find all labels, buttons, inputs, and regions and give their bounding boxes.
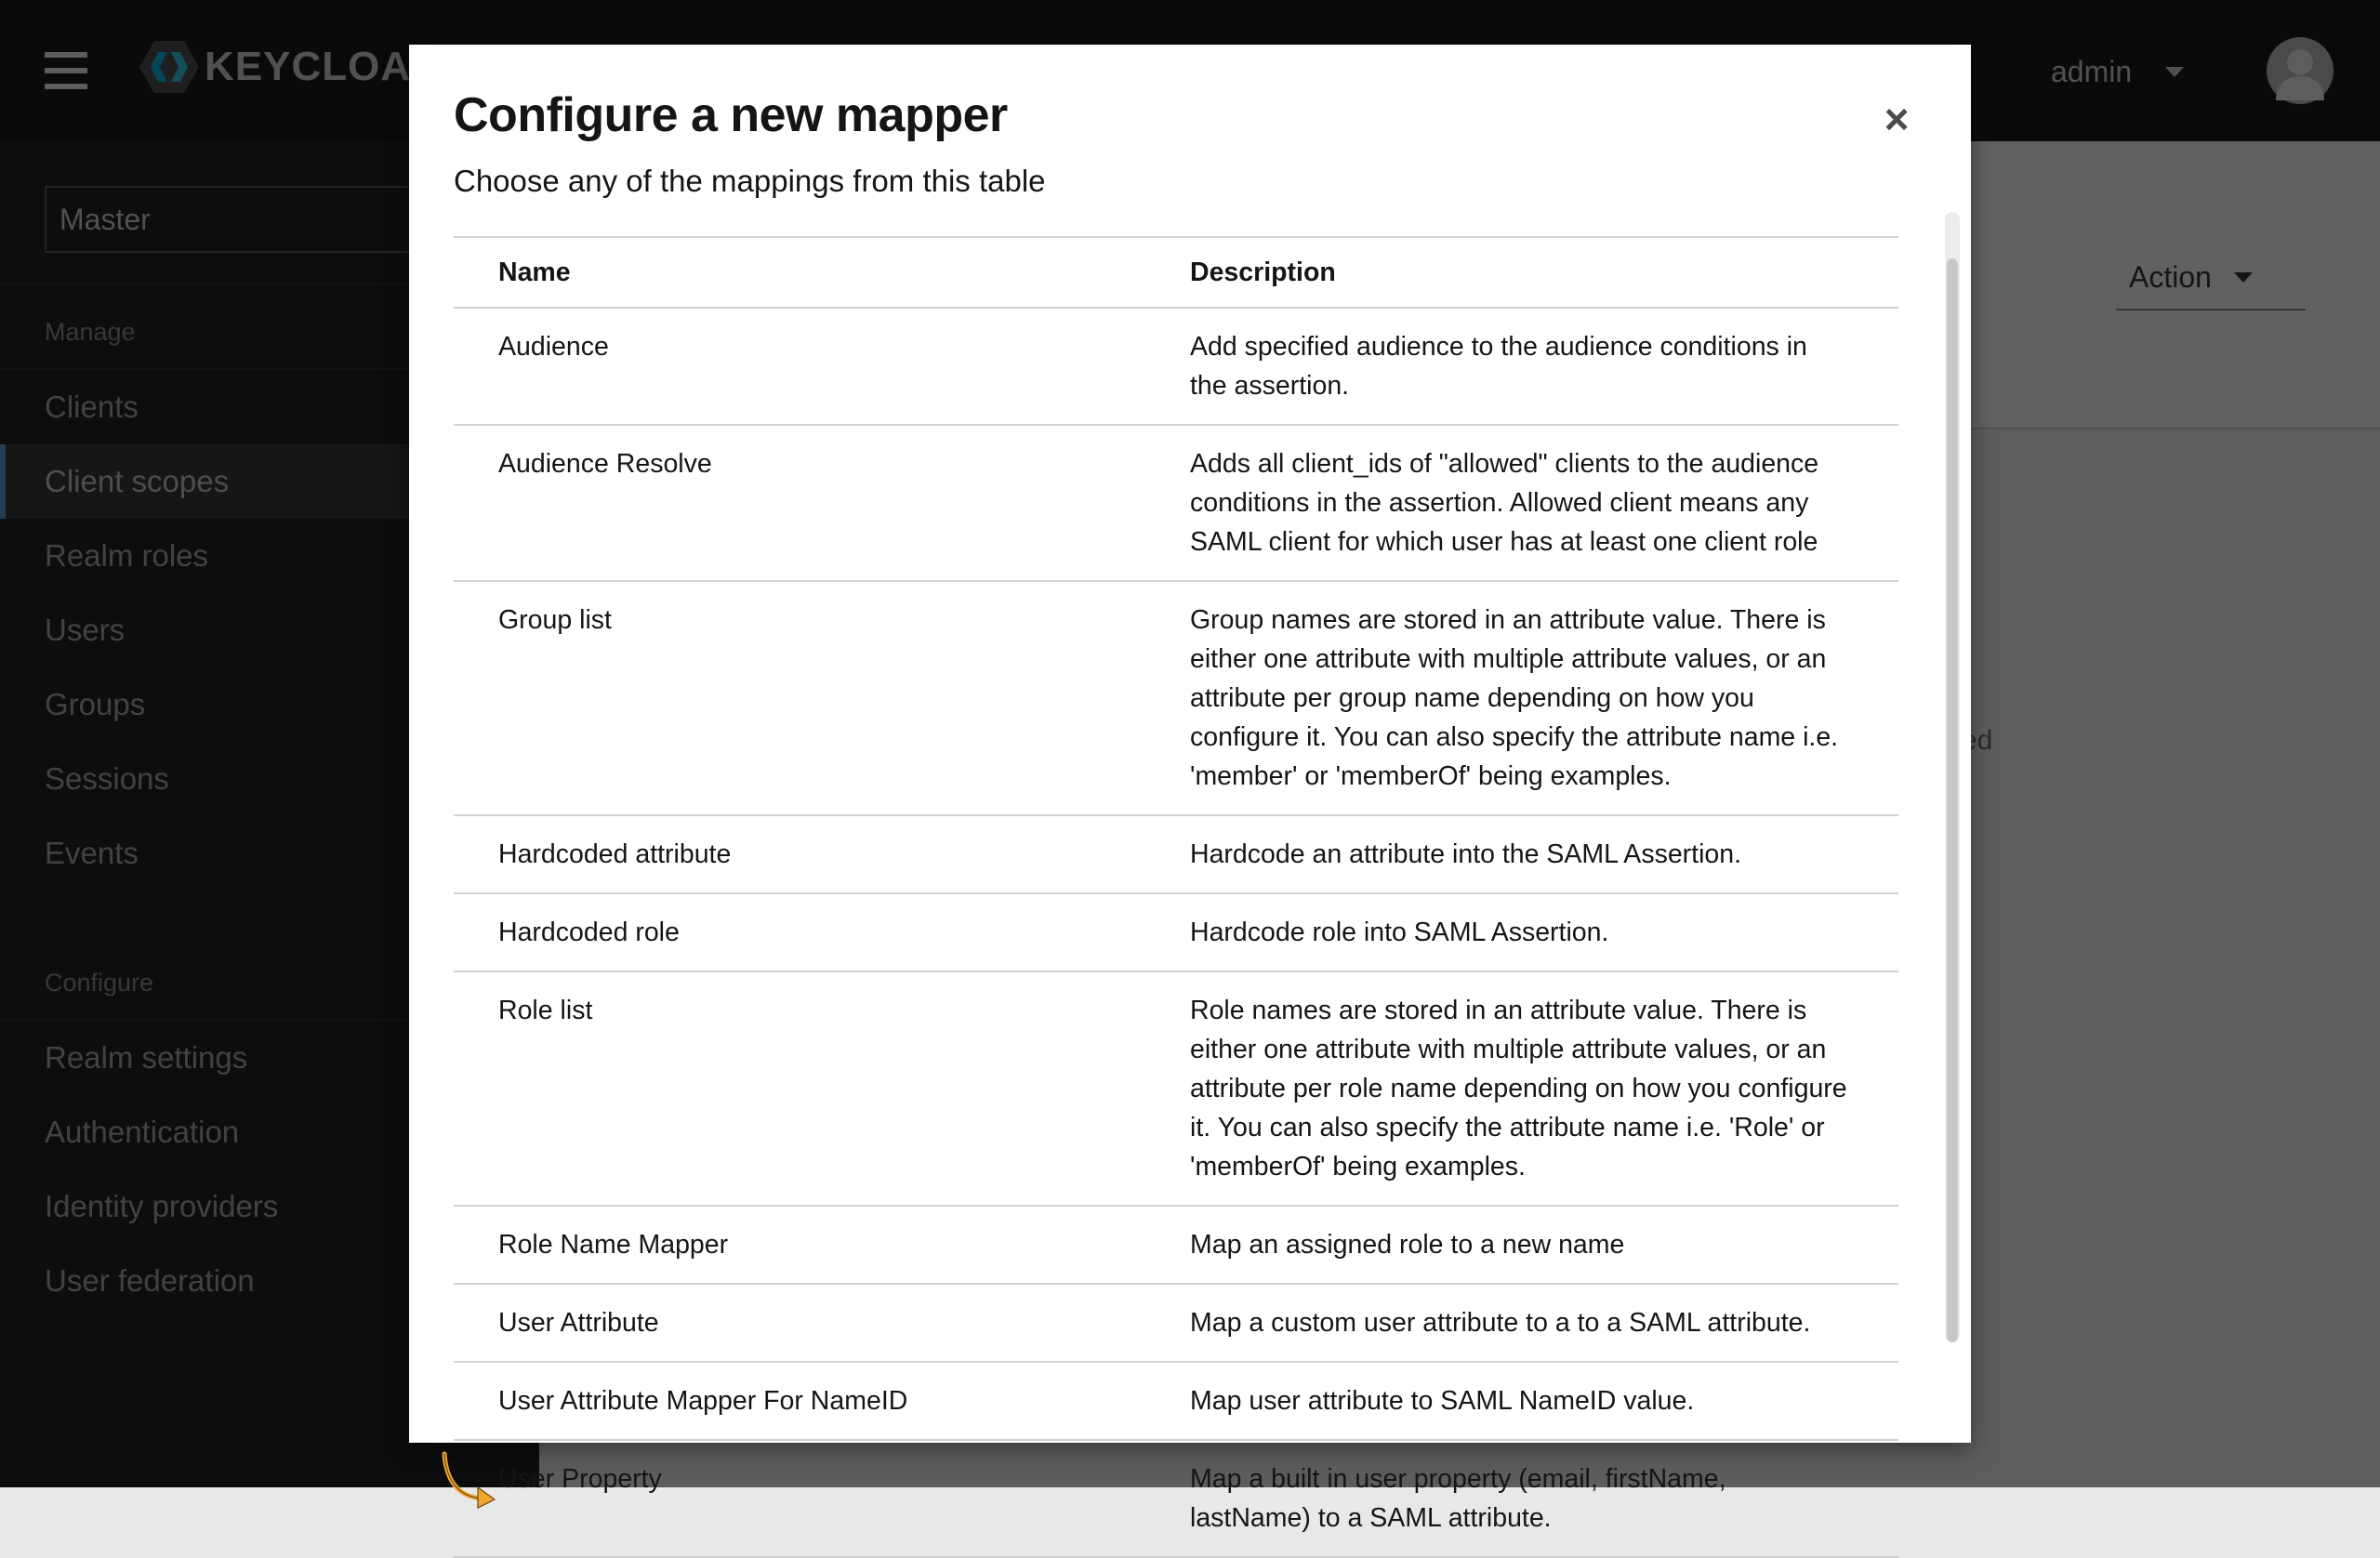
table-row[interactable]: [454, 971, 1898, 1206]
table-row[interactable]: [454, 815, 1898, 893]
table-row[interactable]: [454, 1206, 1898, 1284]
mapper-name[interactable]: Audience: [454, 308, 1190, 425]
mapper-name[interactable]: Role Name Mapper: [454, 1206, 1190, 1284]
configure-mapper-modal: [409, 45, 1971, 1533]
mapper-description: Group names are stored in an attribute value. There is either one attribute with multiple attribute values, or an attribute per group name depending on how you configure it. You can also specify the attribute name i.e. 'member' or 'memberOf' being examples.: [1190, 581, 1898, 815]
column-header-description: Description: [1190, 237, 1898, 308]
mapper-table-container: [454, 236, 1941, 1533]
mapper-description: Map a built in user property (email, firstName, lastName) to a SAML attribute.: [1190, 1440, 1898, 1557]
mapper-name[interactable]: Audience Resolve: [454, 425, 1190, 581]
table-row[interactable]: [454, 425, 1898, 581]
mapper-description: Add specified audience to the audience conditions in the assertion.: [1190, 308, 1898, 425]
modal-subtitle: Choose any of the mappings from this table: [454, 164, 1046, 198]
mapper-description: Hardcode role into SAML Assertion.: [1190, 893, 1898, 971]
close-icon[interactable]: ×: [1884, 95, 1910, 143]
curved-arrow-icon: [441, 1450, 500, 1510]
mapper-name: User Property: [498, 1464, 662, 1494]
mapper-description: Map a custom user attribute to a to a SAML attribute.: [1190, 1284, 1898, 1362]
mapper-name[interactable]: User Attribute: [454, 1284, 1190, 1362]
modal-scrollbar[interactable]: [1945, 212, 1960, 1342]
mapper-name[interactable]: Group list: [454, 581, 1190, 815]
scrollbar-thumb[interactable]: [1947, 258, 1958, 1342]
table-row[interactable]: [454, 308, 1898, 425]
table-row[interactable]: [454, 1362, 1898, 1440]
column-header-name: Name: [454, 237, 1190, 308]
modal-title: Configure a new mapper: [454, 88, 1008, 142]
table-row[interactable]: [454, 893, 1898, 971]
mapper-description: Map an assigned role to a new name: [1190, 1206, 1898, 1284]
mapper-name-cell[interactable]: [454, 1440, 1190, 1557]
table-row[interactable]: [454, 1440, 1898, 1557]
mapper-description: Map user attribute to SAML NameID value.: [1190, 1362, 1898, 1440]
table-row[interactable]: [454, 1284, 1898, 1362]
mapper-name[interactable]: User Attribute Mapper For NameID: [454, 1362, 1190, 1440]
mapper-description: Adds all client_ids of "allowed" clients to the audience conditions in the assertion. Allowed client means any SAML client for which user has at least one client role: [1190, 425, 1898, 581]
table-row[interactable]: [454, 581, 1898, 815]
mapper-name[interactable]: Role list: [454, 971, 1190, 1206]
mapper-name[interactable]: Hardcoded role: [454, 893, 1190, 971]
mapper-name[interactable]: Hardcoded attribute: [454, 815, 1190, 893]
table-header-row: [454, 237, 1898, 308]
mapper-table: [454, 236, 1898, 1558]
mapper-description: Hardcode an attribute into the SAML Assertion.: [1190, 815, 1898, 893]
mapper-description: Role names are stored in an attribute value. There is either one attribute with multiple attribute values, or an attribute per role name depending on how you configure it. You can also specify the attribute name i.e. 'Role' or 'memberOf' being examples.: [1190, 971, 1898, 1206]
